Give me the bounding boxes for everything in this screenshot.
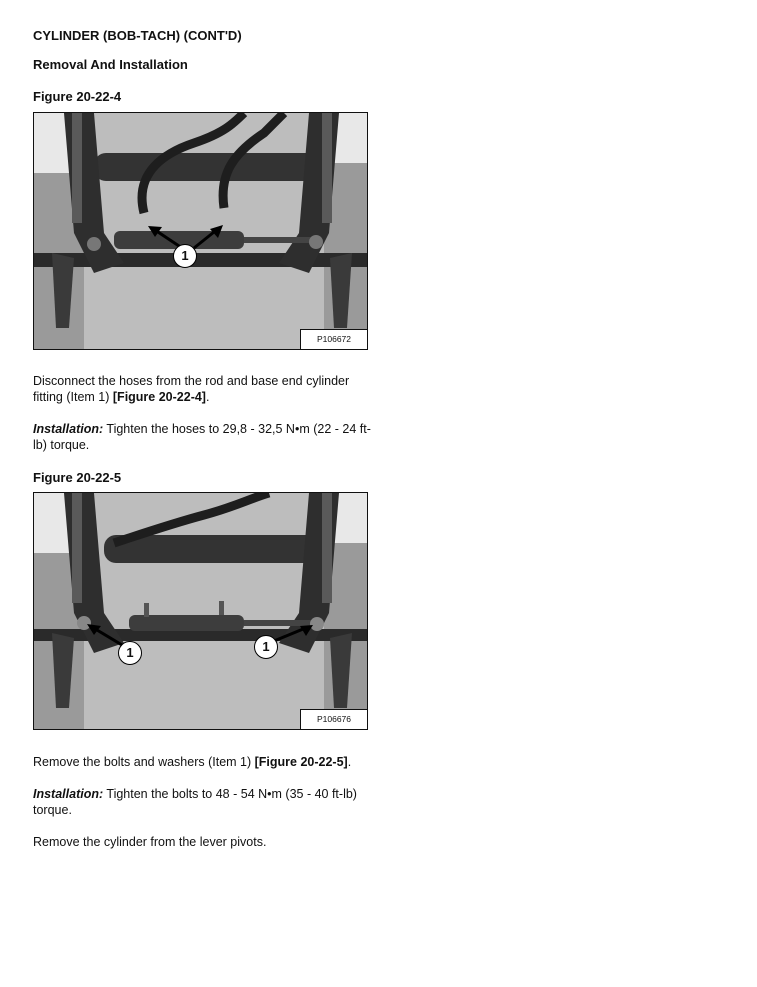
callout-marker-left: 1: [118, 641, 142, 665]
photo-id: P106672: [300, 329, 367, 349]
callout-marker: 1: [173, 244, 197, 268]
installation-note: Installation: Tighten the bolts to 48 - 54 N•m (35 - 40 ft-lb) torque.: [33, 787, 357, 817]
procedure-heading: Removal And Installation: [33, 57, 188, 72]
step-paragraph: Remove the bolts and washers (Item 1) [Figure 20-22-5].: [33, 755, 352, 769]
callout-marker-right: 1: [254, 635, 278, 659]
figure-reference: [Figure 20-22-5]: [254, 755, 348, 769]
figure-photo-bolts: [33, 492, 368, 730]
step-paragraph: Remove the cylinder from the lever pivots.: [33, 835, 267, 849]
figure-label: Figure 20-22-5: [33, 470, 122, 485]
figure-reference: [Figure 20-22-4]: [112, 390, 206, 404]
section-title: CYLINDER (BOB-TACH) (CONT'D): [33, 28, 242, 43]
installation-note: Installation: Tighten the hoses to 29,8 - 32,5 N•m (22 - 24 ft-lb) torque.: [33, 422, 371, 452]
step-paragraph: Disconnect the hoses from the rod and base end cylinder fitting (Item 1) [Figure 20-22-4].: [33, 374, 350, 404]
figure-label: Figure 20-22-4: [33, 89, 122, 104]
photo-id: P106676: [300, 709, 367, 729]
figure-photo-hoses: [33, 112, 368, 350]
